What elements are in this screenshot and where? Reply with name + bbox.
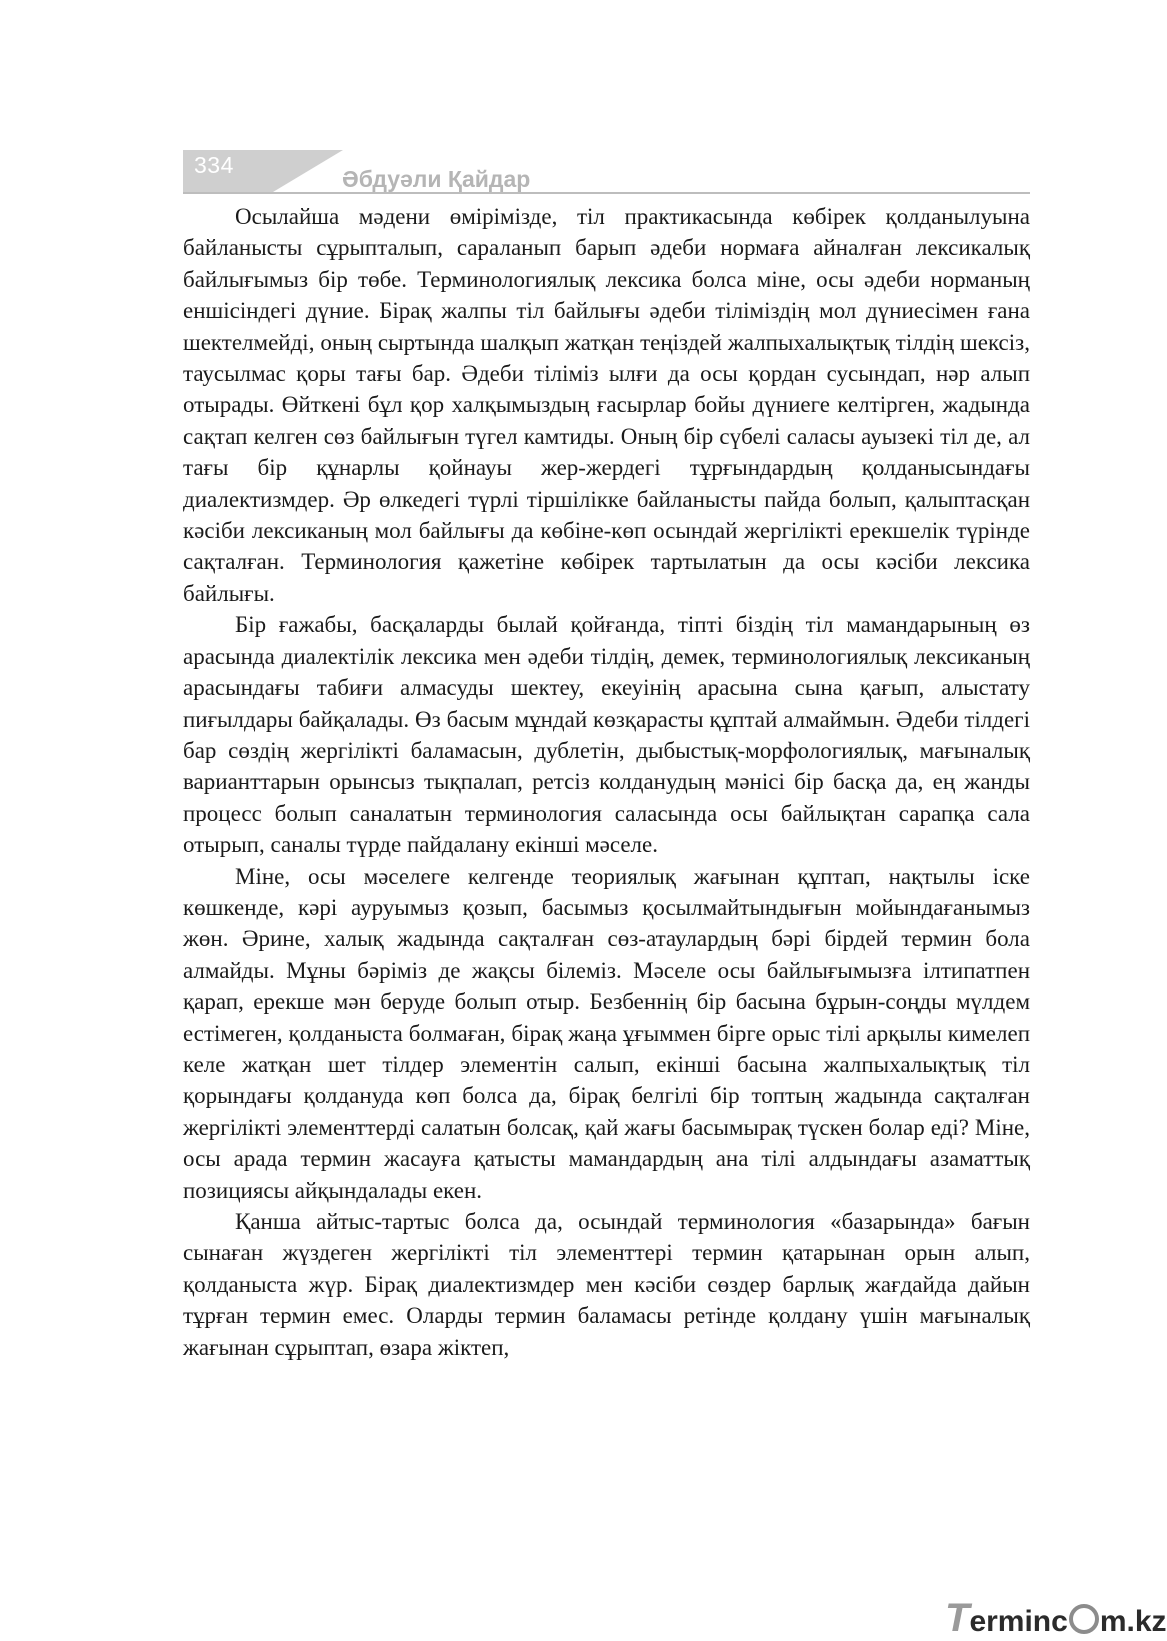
page-header — [0, 0, 1158, 200]
paragraph: Осылайша мәдени өмірімізде, тіл практикасында көбірек қолданылуына байланысты сұрыпталып, сараланып барып әдеби нормаға айналған лексикалық байлығымыз бір төбе. Терминологиялық лексика болса міне, осы әдеби норманың еншісіндегі дүние. Бірақ жалпы тіл байлығы әдеби тіліміздің мол дүниесімен ғана шектелмейді, оның сыртында шалқып жатқан теңіздей жалпыхалықтық тілдің шексіз, таусылмас қоры тағы бар. Әдеби тіліміз ылғи да осы қордан сусындап, нәр алып отырады. Өйткені бұл қор халқымыздың ғасырлар бойы дүниеге келтірген, жадында сақтап келген сөз байлығын түгел камтиды. Оның бір сүбелі саласы ауызекі тіл де, ал тағы бір құнарлы қойнауы жер-жердегі тұрғындардың қолданысындағы диалектизмдер. Әр өлкедегі түрлі тіршілікке байланысты пайда болып, қалыптасқан кәсіби лексиканың мол байлығы да көбіне-көп осындай жергілікті ерекшелік түрінде сақталған. Терминология қажетіне көбірек тартылатын да осы кәсіби лексика байлығы. — [183, 204, 1030, 606]
body-text — [183, 201, 1030, 1363]
page-number-tab-wedge — [273, 150, 343, 192]
running-head-author: Әбдуәли Қайдар — [342, 166, 531, 192]
header-rule — [183, 192, 1030, 194]
paragraph: Қанша айтыс-тартыс болса да, осындай терминология «базарында» бағын сынаған жүздеген жергілікті тіл элементтері термин қатарынан орын алып, қолданыста жүр. Бірақ диалектизмдер мен кәсіби сөздер барлық жағдайда дайын тұрған термин емес. Оларды термин баламасы ретінде қолдану үшін мағыналық жағынан сұрыптап, өзара жіктеп, — [183, 1209, 1030, 1360]
paragraph: Бір ғажабы, басқаларды былай қойғанда, тіпті біздің тіл мамандарының өз арасында диалектілік лексика мен әдеби тілдің, демек, терминологиялық лексиканың арасындағы табиғи алмасуды шектеу, екеуінің арасына сына қағып, алыстату пиғылдары байқалады. Өз басым мұндай көзқарасты құптай алмаймын. Әдеби тілдегі бар сөздің жергілікті баламасын, дублетін, дыбыстық-морфологиялық, мағыналық варианттарын орынсыз тықпалап, ретсіз колданудың мәнісі бір басқа да, ең жанды процесс болып саналатын терминология саласында осы байлықтан сарапқа сала отырып, саналы түрде пайдалану екінші мәселе. — [183, 612, 1030, 858]
logo-text-domain: m.kz — [1099, 1605, 1167, 1638]
paragraph: Міне, осы мәселеге келгенде теориялық жағынан құптап, нақтылы іске көшкенде, кәрі ауруымыз қозып, басымыз қосылмайтындығын мойындағанымыз жөн. Әрине, халық жадында сақталған сөз-атаулардың бәрі бірдей термин бола алмайды. Мұны бәріміз де жақсы білеміз. Мәселе осы байлығымызға ілтипатпен қарап, ерекше мән беруде болып отыр. Безбеннің бір басына бұрын-соңды мүлдем естімеген, қолданыста болмаған, бірақ жаңа ұғыммен бірге орыс тілі арқылы кимелеп келе жатқан шет тілдер элементін салып, екінші басына жалпыхалықтық тіл қорындағы қолдануда көп болса да, бірақ белгілі бір топтың жадында сақталған жергілікті элементтерді салатын болсақ, қай жағы басымырақ түскен болар еді? Міне, осы арада термин жасауға қатысты мамандардың ана тілі алдындағы азаматтық позициясы айқындалады екен. — [183, 863, 1030, 1203]
logo-circle-icon — [1069, 1604, 1099, 1634]
logo-text-part: erminc — [969, 1605, 1068, 1638]
site-logo — [945, 1596, 1167, 1640]
logo-letter-t: T — [945, 1596, 970, 1640]
page-number: 334 — [194, 152, 234, 178]
